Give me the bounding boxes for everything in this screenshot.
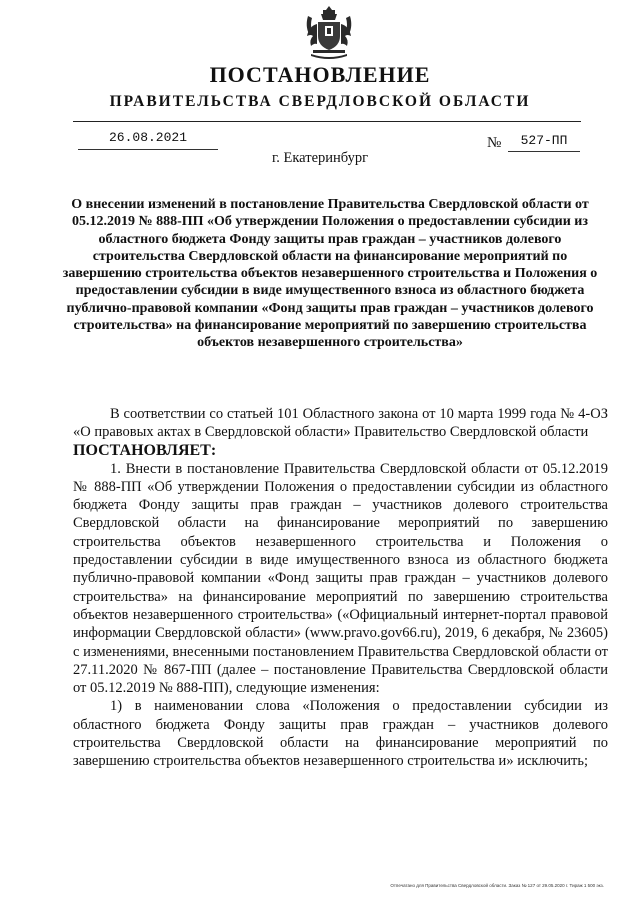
print-imprint: Отпечатано для Правительства Свердловской области. Заказ № 127 от 29.05.2020 г. Тираж 1 500 экз. bbox=[390, 883, 604, 888]
number-sign: № bbox=[487, 135, 502, 151]
coat-of-arms-icon bbox=[301, 4, 357, 60]
document-body bbox=[73, 405, 608, 771]
document-issuer: ПРАВИТЕЛЬСТВА СВЕРДЛОВСКОЙ ОБЛАСТИ bbox=[109, 93, 531, 110]
item-1-1-paragraph: 1) в наименовании слова «Положения о предоставлении субсидии из областного бюджета Фонду защиты прав граждан – участников долевого строительства Свердловской области на финансирование мероприятий по завершению строительства объектов незавершенного строительства и» исключить; bbox=[73, 698, 608, 770]
document-title: ПОСТАНОВЛЕНИЕ bbox=[209, 62, 431, 87]
preamble-paragraph: В соответствии со статьей 101 Областного закона от 10 марта 1999 года № 4-ОЗ «О правовых актах в Свердловской области» Правительство Свердловской области bbox=[73, 406, 608, 441]
document-date: 26.08.2021 bbox=[78, 130, 218, 150]
item-1-paragraph: 1. Внести в постановление Правительства Свердловской области от 05.12.2019 № 888-ПП «Об утверждении Положения о предоставлении субсидии из областного бюджета Фонду защиты прав граждан – участников долевого строительства Свердловской области на финансирование мероприятий по завершению строительства объектов незавершенного строительства и Положения о предоставлении субсидии в виде имущественного взноса из областного бюджета публично-правовой компании «Фонд защиты прав граждан – участников долевого строительства» на финансирование мероприятий по завершению строительства объектов незавершенного строительства» («Официальный интернет-портал правовой информации Свердловской области» (www.pravo.gov66.ru), 2019, 6 декабря, № 23605) с изменениями, внесенными постановлением Правительства Свердловской области от 27.11.2020 № 867-ПП (далее – постановление Правительства Свердловской области от 05.12.2019 № 888-ПП), следующие изменения: bbox=[73, 460, 608, 697]
document-city: г. Екатеринбург bbox=[271, 150, 369, 166]
document-number: 527-ПП bbox=[508, 133, 580, 152]
header-divider bbox=[73, 121, 581, 122]
document-heading: О внесении изменений в постановление Правительства Свердловской области от 05.12.2019 № 888-ПП «Об утверждении Положения о предоставлении субсидии из областного бюджета Фонду защиты прав граждан – участников долевого строительства Свердловской области на финансирование мероприятий по завершению строительства объектов незавершенного строительства и Положения о предоставлении субсидии в виде имущественного взноса из областного бюджета публично-правовой компании «Фонд защиты прав граждан – участников долевого строительства» на финансирование мероприятий по завершению строительства объектов незавершенного строительства» bbox=[62, 197, 598, 351]
resolve-keyword: ПОСТАНОВЛЯЕТ: bbox=[73, 441, 217, 459]
